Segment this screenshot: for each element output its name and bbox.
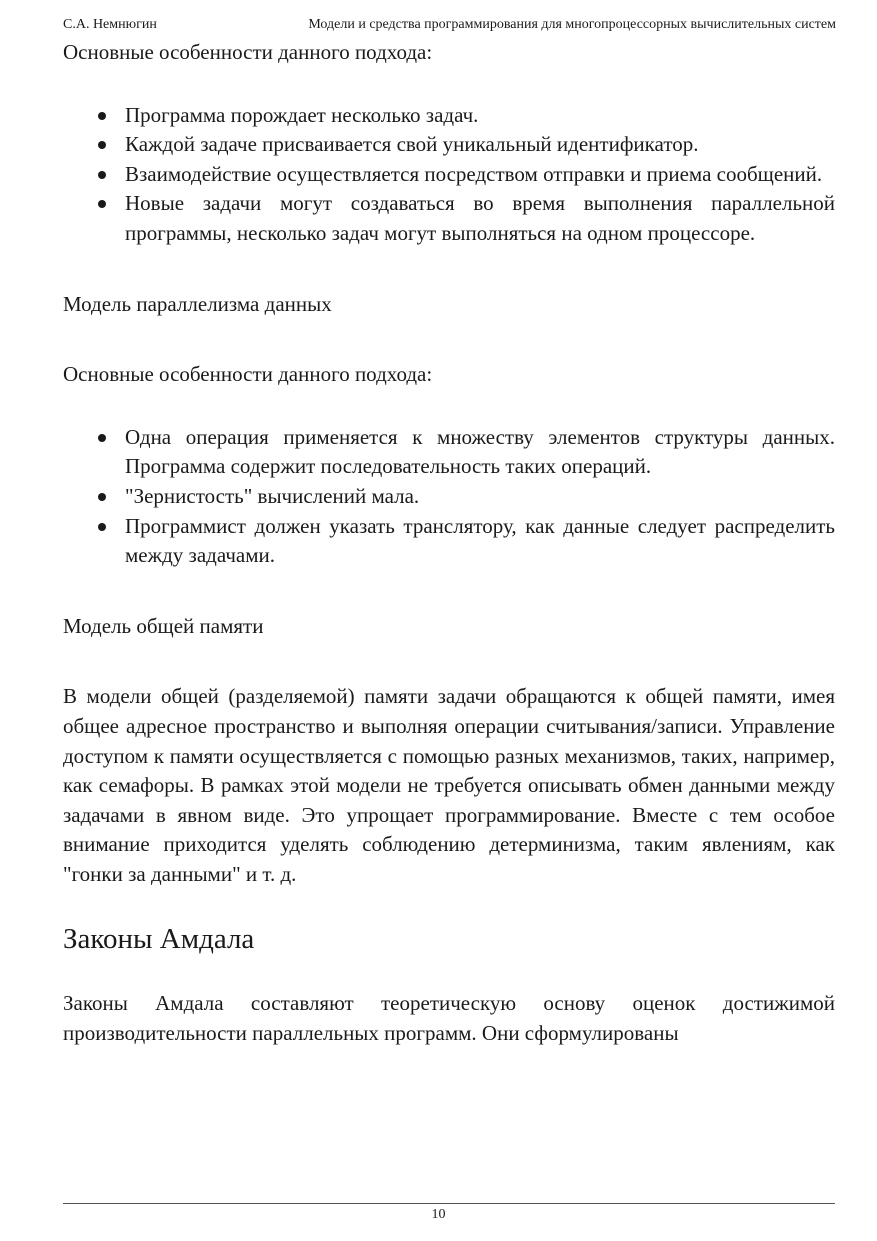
bullet-icon bbox=[98, 493, 106, 501]
page-content bbox=[63, 38, 835, 1049]
bullet-icon bbox=[98, 523, 106, 531]
bullet-icon bbox=[98, 141, 106, 149]
section1-intro: Основные особенности данного подхода: bbox=[63, 40, 433, 64]
bullet-icon bbox=[98, 171, 106, 179]
bullet-icon bbox=[98, 200, 106, 208]
bullet-icon bbox=[98, 112, 106, 120]
list-item: Каждой задаче присваивается свой уникальный идентификатор. bbox=[63, 130, 835, 160]
list-item: Одна операция применяется к множеству элементов структуры данных. Программа содержит последовательность таких операций. bbox=[63, 423, 835, 482]
section2-bullet-list bbox=[63, 423, 835, 571]
section2-intro: Основные особенности данного подхода: bbox=[63, 362, 433, 387]
header-title: Модели и средства программирования для многопроцессорных вычислительных систем bbox=[308, 17, 836, 32]
list-item: "Зернистость" вычислений мала. bbox=[63, 482, 835, 512]
section3-heading: Модель общей памяти bbox=[63, 613, 264, 638]
section4-paragraph: Законы Амдала составляют теоретическую основу оценок достижимой производительности параллельных программ. Они сформулированы bbox=[63, 991, 835, 1046]
section3-paragraph: В модели общей (разделяемой) памяти задачи обращаются к общей памяти, имея общее адресное пространство и выполняя операции считывания/записи. Управление доступом к памяти осуществляется с помощью разных механизмов, таких, например, как семафоры. В рамках этой модели не требуется описывать обмен данными между задачами в явном виде. Это упрощает программирование. Вместе с тем особое внимание приходится уделять соблюдению детерминизма, таким явлениям, как "гонки за данными" и т. д. bbox=[63, 684, 835, 886]
page-number: 10 bbox=[431, 1207, 446, 1222]
list-item: Взаимодействие осуществляется посредством отправки и приема сообщений. bbox=[63, 160, 835, 190]
list-item: Программист должен указать транслятору, как данные следует распределить между задачами. bbox=[63, 512, 835, 571]
section4-heading: Законы Амдала bbox=[63, 923, 255, 956]
list-item: Программа порождает несколько задач. bbox=[63, 101, 835, 131]
section1-bullet-list bbox=[63, 101, 835, 249]
footer-divider bbox=[63, 1203, 835, 1204]
bullet-icon bbox=[98, 434, 106, 442]
header-author: С.А. Немнюгин bbox=[63, 17, 157, 32]
section2-heading: Модель параллелизма данных bbox=[63, 291, 332, 316]
list-item: Новые задачи могут создаваться во время выполнения параллельной программы, несколько задач могут выполняться на одном процессоре. bbox=[63, 189, 835, 248]
page-header bbox=[63, 17, 836, 37]
